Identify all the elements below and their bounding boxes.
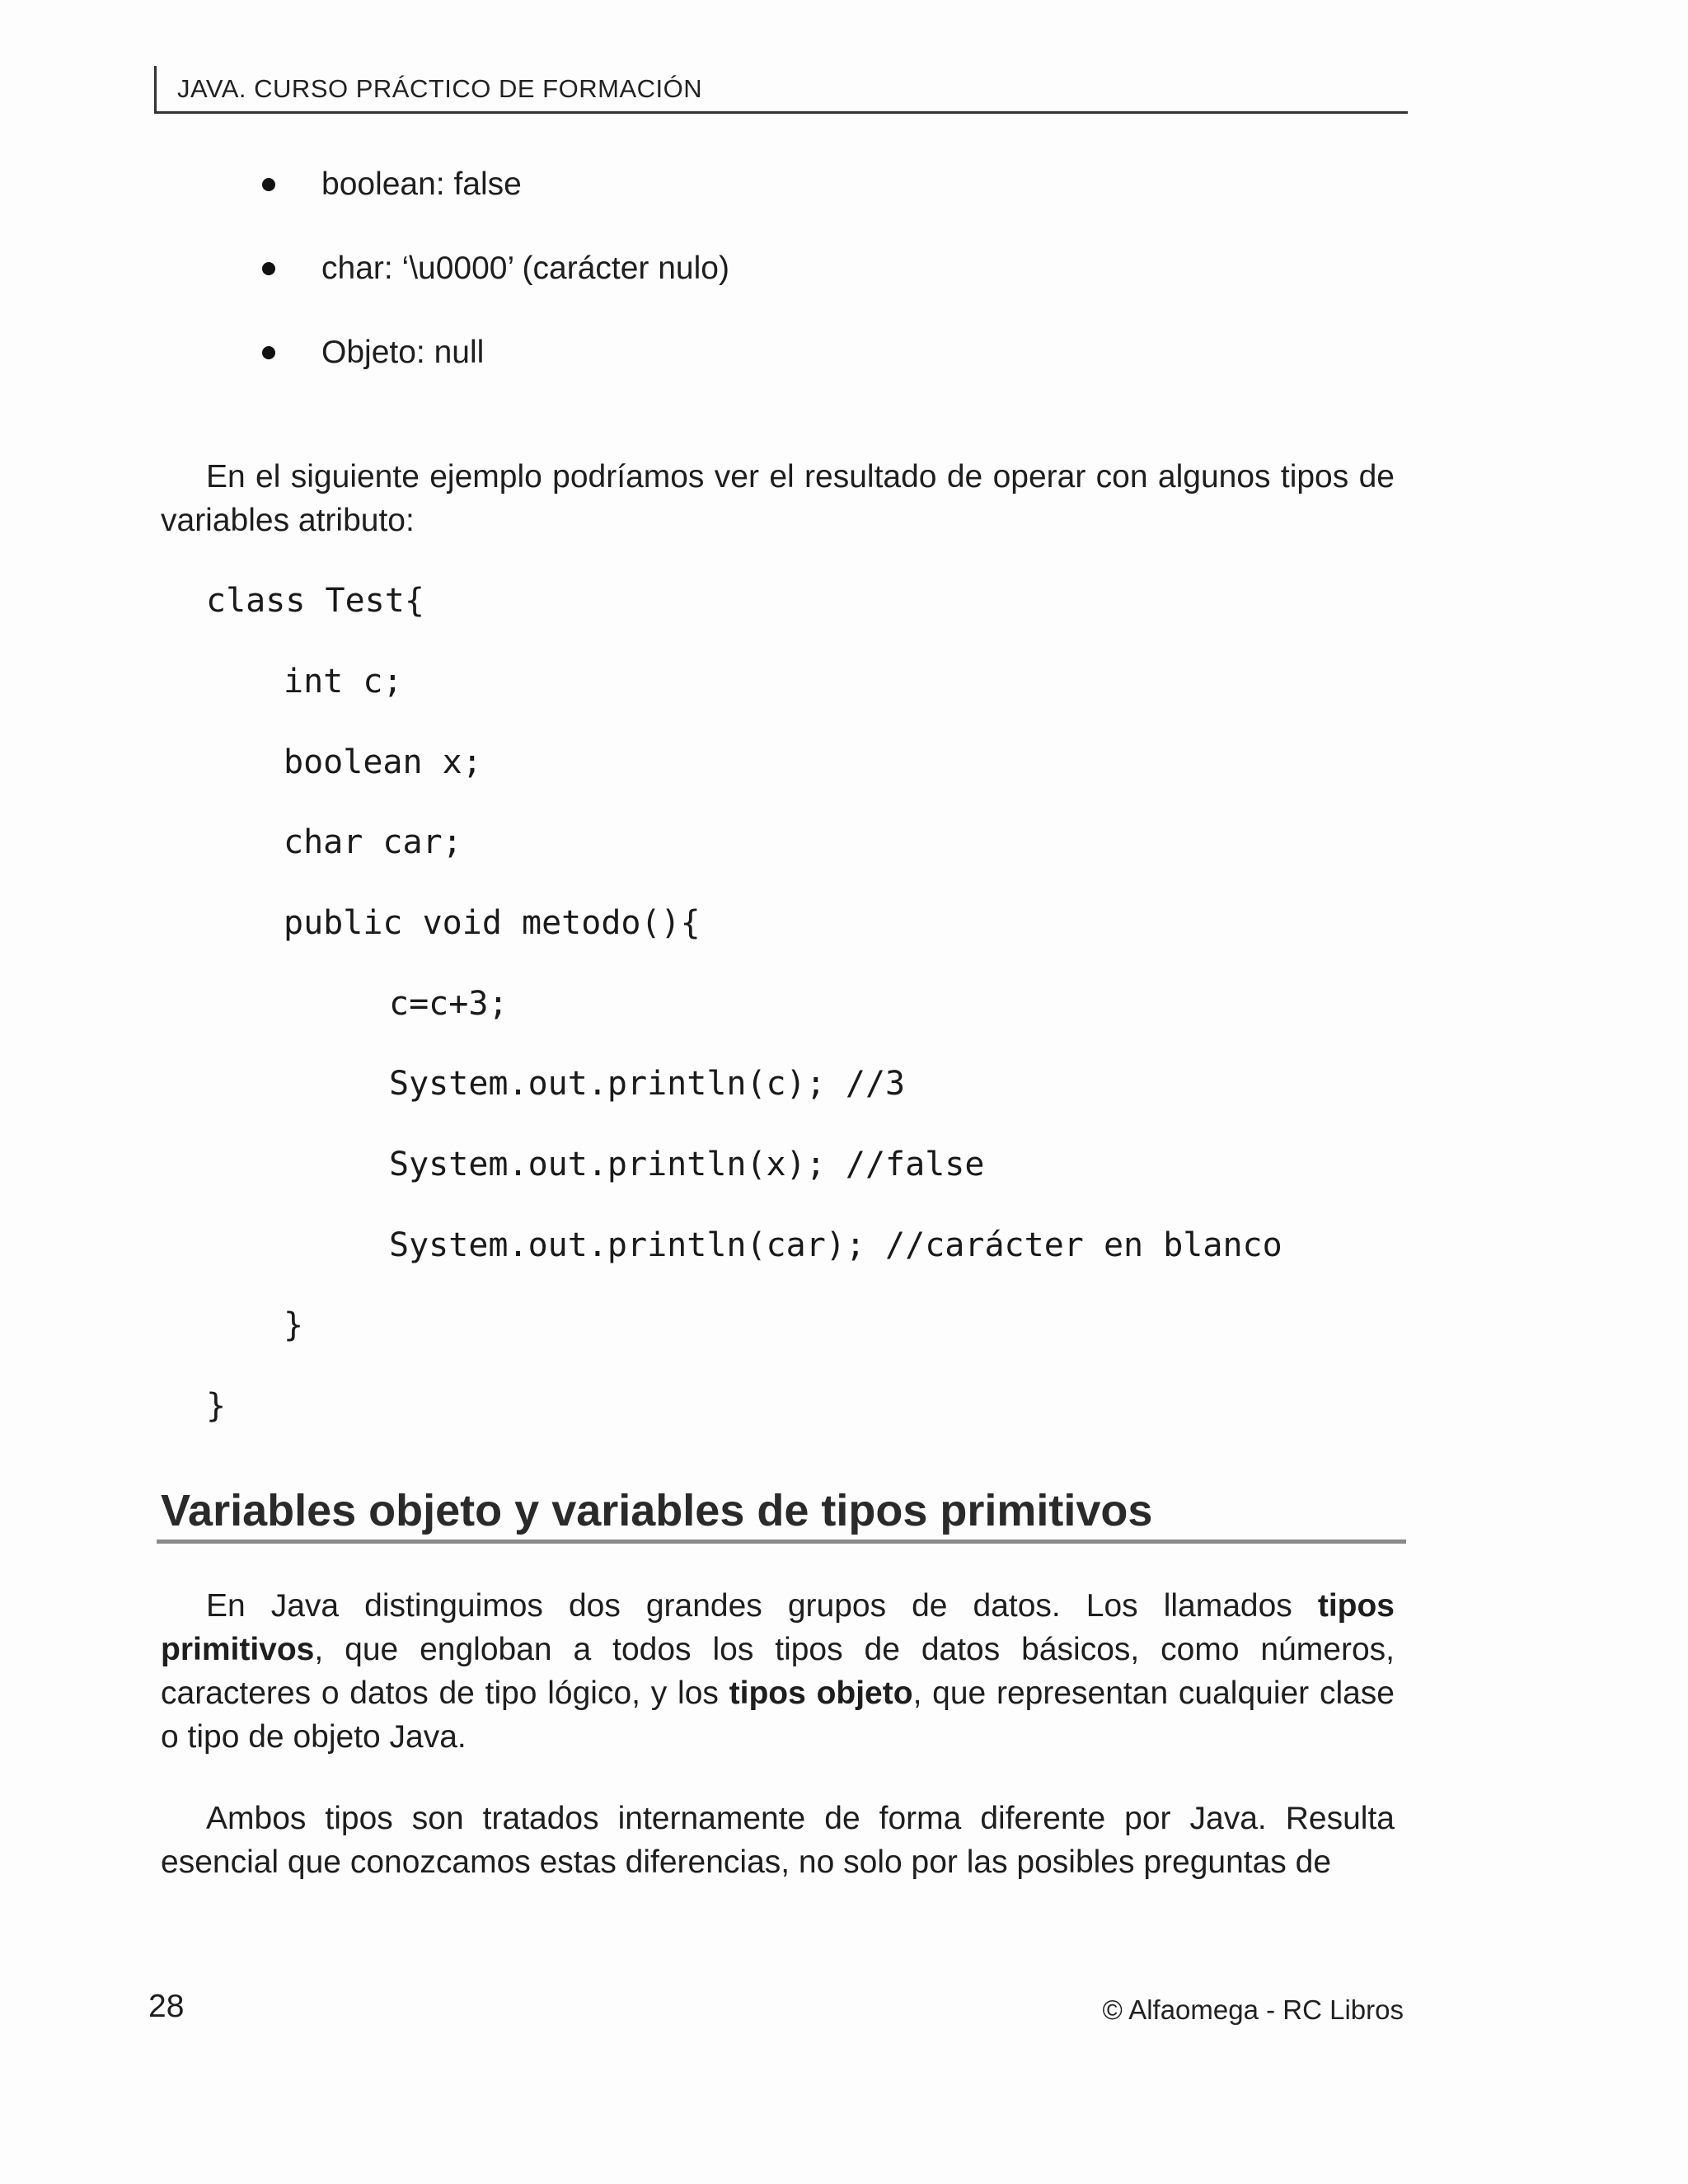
bold-term: tipos objeto (729, 1675, 913, 1711)
text-run: En Java distinguimos dos grandes grupos de datos. Los llamados (206, 1588, 1318, 1624)
text-run: , que engloban a todos los tipos de datos básicos, como números, caracteres o datos de tipo lógico, y los (161, 1632, 1395, 1711)
copyright-notice: © Alfaomega - RC Libros (1102, 1994, 1404, 2025)
code-line: } (284, 1306, 304, 1344)
list-item-text: boolean: false (321, 166, 522, 202)
bullet-icon (262, 262, 275, 275)
running-header (154, 66, 1408, 114)
bold-term: tipos primitivos (161, 1588, 1395, 1667)
code-line: int c; (284, 663, 403, 701)
code-line: char car; (284, 823, 462, 861)
text-run: , que representan cualquier clase o tipo de objeto Java. (161, 1675, 1395, 1755)
code-line: } (206, 1387, 227, 1425)
intro-paragraph: En el siguiente ejemplo podríamos ver el resultado de operar con algunos tipos de variables atributo: (161, 459, 1395, 538)
code-line: public void metodo(){ (284, 904, 701, 942)
section-heading: Variables objeto y variables de tipos primitivos (161, 1486, 1153, 1535)
code-line: System.out.println(c); //3 (389, 1065, 906, 1103)
code-line: class Test{ (206, 582, 424, 620)
list-item-text: Objeto: null (321, 335, 485, 370)
code-line: System.out.println(car); //carácter en blanco (389, 1226, 1282, 1264)
code-line: c=c+3; (389, 985, 509, 1023)
bullet-icon (262, 346, 275, 359)
running-title: JAVA. CURSO PRÁCTICO DE FORMACIÓN (177, 74, 703, 103)
list-item-text: char: ‘\u0000’ (carácter nulo) (321, 251, 729, 286)
code-line: System.out.println(x); //false (389, 1146, 985, 1183)
section-paragraph: Ambos tipos son tratados internamente de forma diferente por Java. Resulta esencial que conozcamos estas diferencias, no solo por las posibles preguntas de (161, 1801, 1395, 1880)
bullet-icon (262, 178, 275, 191)
section-divider (157, 1540, 1406, 1544)
section-paragraph (161, 1584, 1395, 1759)
page-number: 28 (148, 1989, 185, 2024)
code-line: boolean x; (284, 743, 482, 781)
